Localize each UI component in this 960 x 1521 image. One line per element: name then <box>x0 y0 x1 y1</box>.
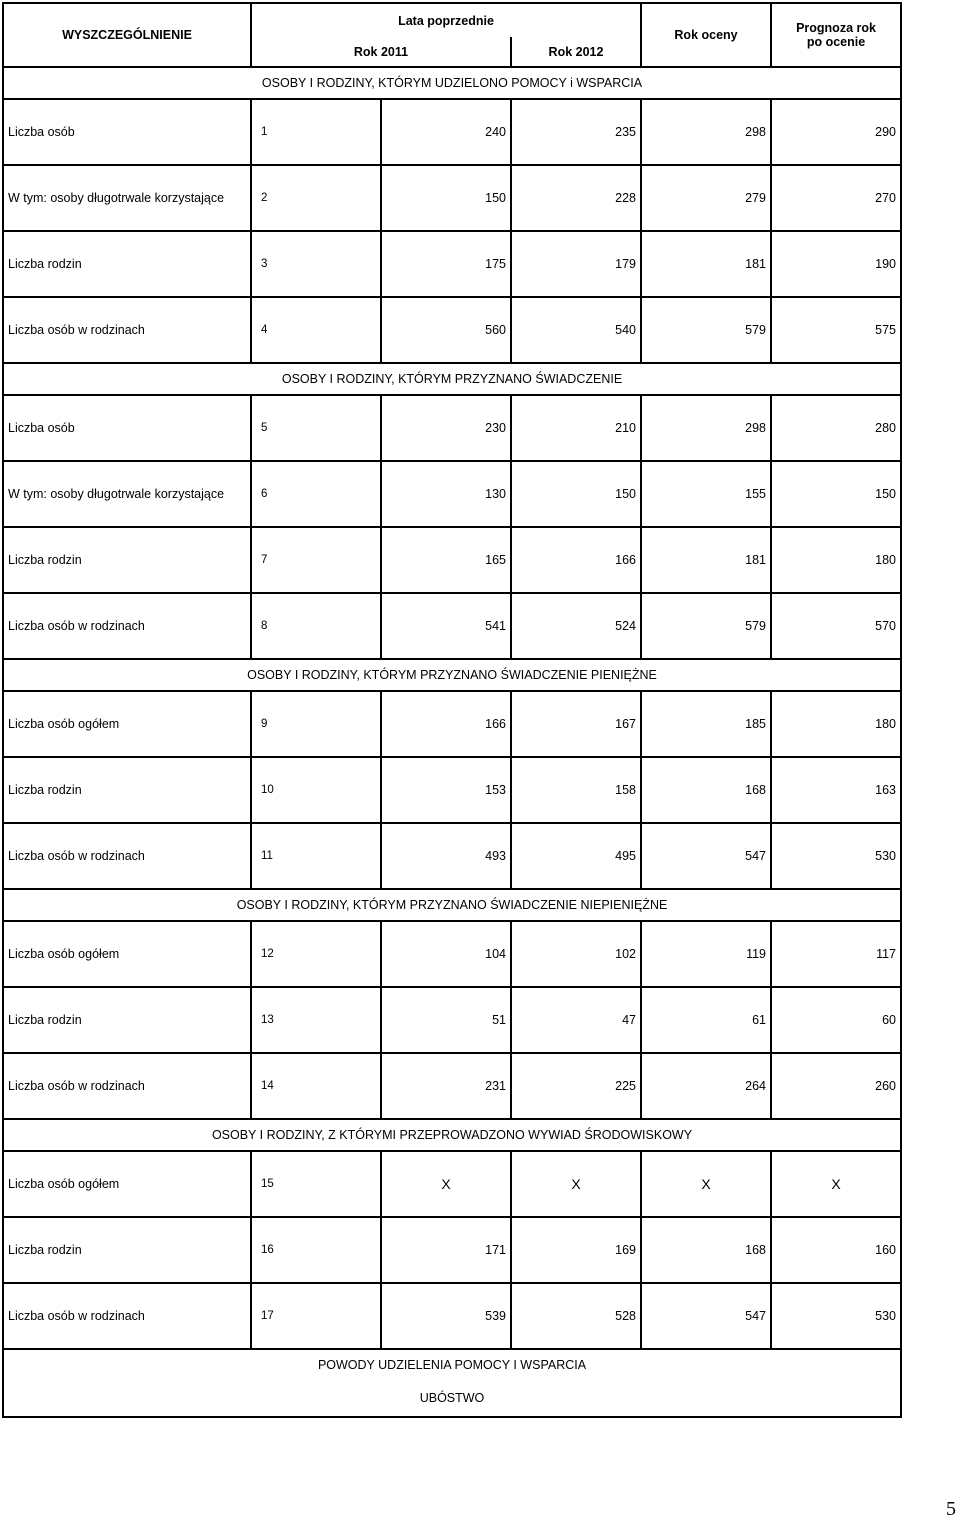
value-2012: 169 <box>511 1217 641 1283</box>
section-header-row <box>3 889 901 921</box>
value-forecast: 150 <box>771 461 901 527</box>
value-forecast: 530 <box>771 823 901 889</box>
header-forecast <box>771 3 901 67</box>
section-title: OSOBY I RODZINY, KTÓRYM PRZYZNANO ŚWIADCZENIE PIENIĘŻNE <box>3 659 901 691</box>
value-rating-year: X <box>641 1151 771 1217</box>
value-2011: 104 <box>381 921 511 987</box>
row-code: 9 <box>251 691 381 757</box>
row-code: 14 <box>251 1053 381 1119</box>
value-rating-year: 185 <box>641 691 771 757</box>
value-2011: 230 <box>381 395 511 461</box>
section-title: OSOBY I RODZINY, KTÓRYM UDZIELONO POMOCY i WSPARCIA <box>3 67 901 99</box>
footer-section-row <box>3 1349 901 1380</box>
value-2012: 540 <box>511 297 641 363</box>
value-forecast: 530 <box>771 1283 901 1349</box>
value-forecast: 290 <box>771 99 901 165</box>
row-code: 12 <box>251 921 381 987</box>
value-2012: X <box>511 1151 641 1217</box>
table-header <box>3 3 901 67</box>
value-forecast: 60 <box>771 987 901 1053</box>
header-forecast-line1: Prognoza rok <box>796 21 876 35</box>
row-label: Liczba rodzin <box>3 757 251 823</box>
row-label: W tym: osoby długotrwale korzystające <box>3 461 251 527</box>
value-2011: 493 <box>381 823 511 889</box>
value-2011: 231 <box>381 1053 511 1119</box>
row-label: Liczba rodzin <box>3 987 251 1053</box>
value-rating-year: 181 <box>641 231 771 297</box>
row-label: Liczba osób ogółem <box>3 1151 251 1217</box>
table-row <box>3 1151 901 1217</box>
value-2012: 167 <box>511 691 641 757</box>
value-2011: 130 <box>381 461 511 527</box>
value-2011: 150 <box>381 165 511 231</box>
row-code: 16 <box>251 1217 381 1283</box>
value-2011: 153 <box>381 757 511 823</box>
value-forecast: 570 <box>771 593 901 659</box>
value-2011: 541 <box>381 593 511 659</box>
row-code: 6 <box>251 461 381 527</box>
value-2011: 175 <box>381 231 511 297</box>
footer-subsection-title: UBÓSTWO <box>3 1380 901 1417</box>
header-year-2011: Rok 2011 <box>251 37 511 67</box>
row-label: Liczba osób w rodzinach <box>3 823 251 889</box>
value-rating-year: 264 <box>641 1053 771 1119</box>
table-row <box>3 1053 901 1119</box>
value-forecast: 190 <box>771 231 901 297</box>
value-rating-year: 579 <box>641 593 771 659</box>
row-code: 3 <box>251 231 381 297</box>
value-rating-year: 181 <box>641 527 771 593</box>
statistics-table <box>2 2 902 1418</box>
table-body <box>3 67 901 1417</box>
value-2011: X <box>381 1151 511 1217</box>
footer-subsection-row <box>3 1380 901 1417</box>
value-2011: 166 <box>381 691 511 757</box>
page-number: 5 <box>946 1498 956 1520</box>
row-code: 17 <box>251 1283 381 1349</box>
row-code: 13 <box>251 987 381 1053</box>
row-label: Liczba rodzin <box>3 231 251 297</box>
value-forecast: 163 <box>771 757 901 823</box>
row-code: 15 <box>251 1151 381 1217</box>
table-row <box>3 165 901 231</box>
row-label: Liczba osób w rodzinach <box>3 1053 251 1119</box>
row-label: Liczba osób ogółem <box>3 921 251 987</box>
value-2012: 495 <box>511 823 641 889</box>
table-row <box>3 757 901 823</box>
section-title: OSOBY I RODZINY, Z KTÓRYMI PRZEPROWADZONO WYWIAD ŚRODOWISKOWY <box>3 1119 901 1151</box>
value-forecast: 180 <box>771 527 901 593</box>
header-year-2012: Rok 2012 <box>511 37 641 67</box>
value-forecast: 280 <box>771 395 901 461</box>
value-rating-year: 547 <box>641 1283 771 1349</box>
table-row <box>3 823 901 889</box>
row-label: Liczba osób w rodzinach <box>3 297 251 363</box>
header-forecast-line2: po ocenie <box>806 35 866 49</box>
table-row <box>3 297 901 363</box>
value-rating-year: 168 <box>641 757 771 823</box>
header-description: WYSZCZEGÓLNIENIE <box>3 3 251 67</box>
section-title: OSOBY I RODZINY, KTÓRYM PRZYZNANO ŚWIADCZENIE <box>3 363 901 395</box>
value-2011: 171 <box>381 1217 511 1283</box>
row-label: Liczba osób <box>3 99 251 165</box>
value-forecast: 117 <box>771 921 901 987</box>
value-forecast: 270 <box>771 165 901 231</box>
value-2012: 179 <box>511 231 641 297</box>
row-label: W tym: osoby długotrwale korzystające <box>3 165 251 231</box>
section-title: OSOBY I RODZINY, KTÓRYM PRZYZNANO ŚWIADCZENIE NIEPIENIĘŻNE <box>3 889 901 921</box>
value-2011: 560 <box>381 297 511 363</box>
table-row <box>3 1283 901 1349</box>
value-forecast: 180 <box>771 691 901 757</box>
value-forecast: 575 <box>771 297 901 363</box>
value-2012: 235 <box>511 99 641 165</box>
value-rating-year: 298 <box>641 395 771 461</box>
row-code: 2 <box>251 165 381 231</box>
table-row <box>3 231 901 297</box>
value-rating-year: 579 <box>641 297 771 363</box>
row-label: Liczba osób w rodzinach <box>3 1283 251 1349</box>
table-row <box>3 527 901 593</box>
section-header-row <box>3 1119 901 1151</box>
table-row <box>3 99 901 165</box>
value-rating-year: 279 <box>641 165 771 231</box>
header-rating-year: Rok oceny <box>641 3 771 67</box>
value-rating-year: 155 <box>641 461 771 527</box>
value-2012: 225 <box>511 1053 641 1119</box>
table-row <box>3 921 901 987</box>
row-code: 4 <box>251 297 381 363</box>
row-label: Liczba osób ogółem <box>3 691 251 757</box>
section-header-row <box>3 363 901 395</box>
value-rating-year: 547 <box>641 823 771 889</box>
value-2011: 165 <box>381 527 511 593</box>
value-forecast: 260 <box>771 1053 901 1119</box>
value-2012: 210 <box>511 395 641 461</box>
value-rating-year: 61 <box>641 987 771 1053</box>
value-2012: 47 <box>511 987 641 1053</box>
table-row <box>3 1217 901 1283</box>
value-rating-year: 119 <box>641 921 771 987</box>
value-2011: 51 <box>381 987 511 1053</box>
value-forecast: 160 <box>771 1217 901 1283</box>
value-2012: 166 <box>511 527 641 593</box>
header-previous-years: Lata poprzednie <box>251 3 641 37</box>
value-2012: 528 <box>511 1283 641 1349</box>
section-header-row <box>3 659 901 691</box>
value-2011: 240 <box>381 99 511 165</box>
row-code: 1 <box>251 99 381 165</box>
value-2011: 539 <box>381 1283 511 1349</box>
row-code: 11 <box>251 823 381 889</box>
table-row <box>3 691 901 757</box>
value-2012: 228 <box>511 165 641 231</box>
table-row <box>3 461 901 527</box>
table-row <box>3 987 901 1053</box>
row-label: Liczba rodzin <box>3 1217 251 1283</box>
footer-section-title: POWODY UDZIELENIA POMOCY I WSPARCIA <box>3 1349 901 1380</box>
row-code: 7 <box>251 527 381 593</box>
row-label: Liczba rodzin <box>3 527 251 593</box>
value-2012: 102 <box>511 921 641 987</box>
table-row <box>3 593 901 659</box>
value-rating-year: 298 <box>641 99 771 165</box>
table-row <box>3 395 901 461</box>
section-header-row <box>3 67 901 99</box>
row-code: 10 <box>251 757 381 823</box>
value-2012: 158 <box>511 757 641 823</box>
row-code: 8 <box>251 593 381 659</box>
value-2012: 524 <box>511 593 641 659</box>
value-forecast: X <box>771 1151 901 1217</box>
value-rating-year: 168 <box>641 1217 771 1283</box>
value-2012: 150 <box>511 461 641 527</box>
row-label: Liczba osób w rodzinach <box>3 593 251 659</box>
row-code: 5 <box>251 395 381 461</box>
row-label: Liczba osób <box>3 395 251 461</box>
